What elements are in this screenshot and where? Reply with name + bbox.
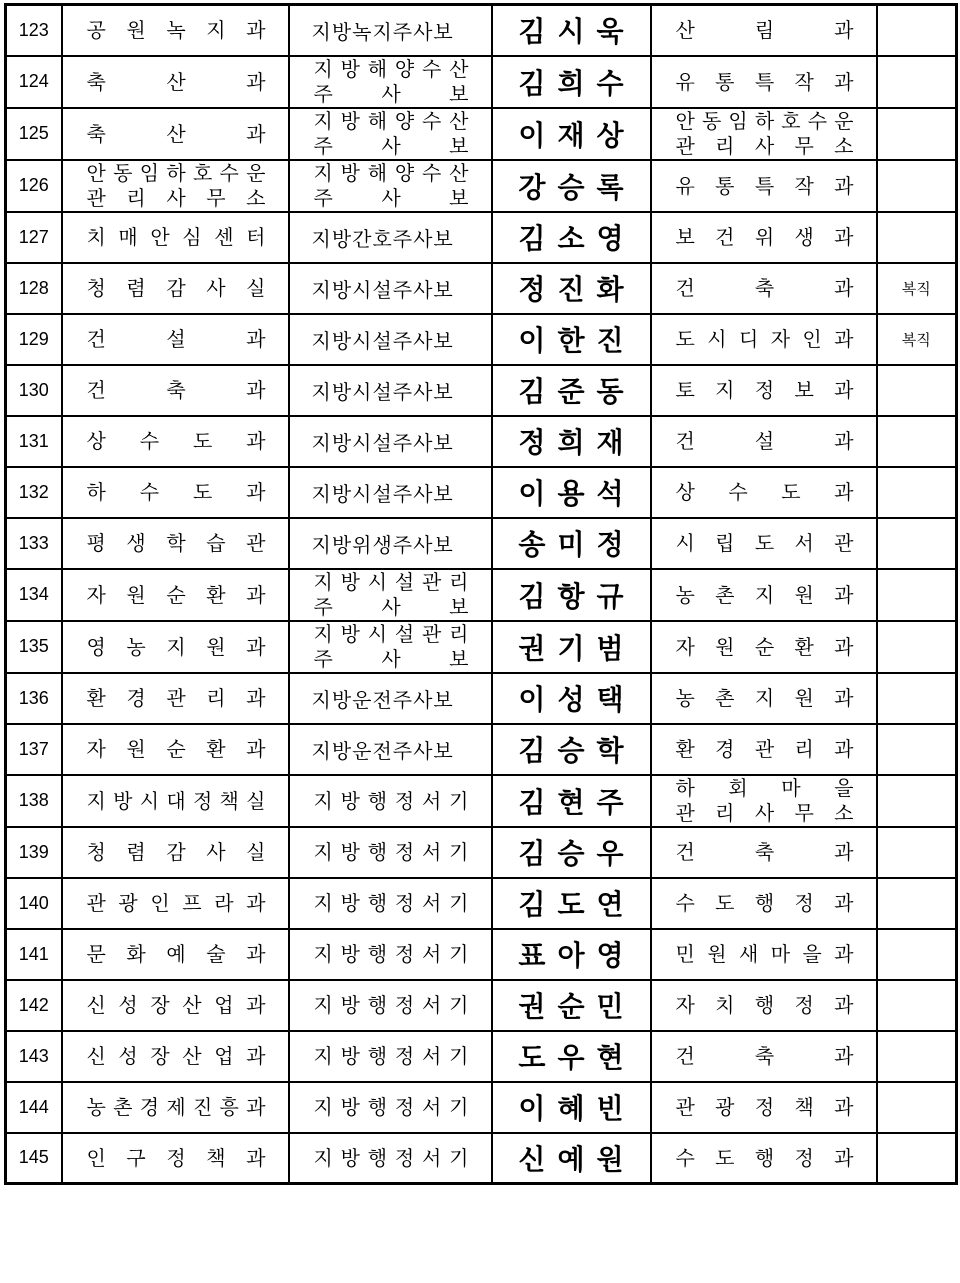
new-department-line: 안 동 임 하 호 수 운 (675, 108, 854, 133)
row-number-cell: 135 (6, 621, 62, 673)
employee-name: 김희수 (518, 66, 636, 100)
previous-department-cell (62, 827, 289, 878)
note-cell (877, 160, 957, 212)
rank-text: 지 방 행 정 서 기 (313, 1044, 469, 1068)
table-row (6, 569, 957, 621)
new-department-cell (651, 673, 877, 724)
table-row (6, 518, 957, 569)
employee-name-cell (492, 569, 651, 621)
previous-department-cell (62, 108, 289, 160)
new-department-text: 건 축 과 (675, 1044, 854, 1068)
previous-department-text: 건 축 과 (86, 378, 266, 402)
rank-line: 지 방 시 설 관 리 (313, 569, 469, 594)
row-number-cell: 126 (6, 160, 62, 212)
note-cell (877, 673, 957, 724)
previous-department-cell (62, 314, 289, 365)
rank-text: 지 방 행 정 서 기 (313, 840, 469, 864)
note-cell (877, 775, 957, 827)
rank-text: 지방시설주사보 (311, 277, 454, 302)
previous-department-cell (62, 518, 289, 569)
employee-name: 김소영 (518, 222, 636, 255)
previous-department-text: 농 촌 경 제 진 흥 과 (86, 1095, 266, 1119)
rank-text: 지 방 행 정 서 기 (313, 1095, 469, 1119)
rank-cell (289, 827, 492, 878)
new-department-text: 산 림 과 (675, 18, 854, 43)
previous-department-cell (62, 929, 289, 980)
previous-department-text: 지 방 시 대 정 책 실 (86, 788, 266, 813)
new-department-text: 자 치 행 정 과 (675, 993, 854, 1017)
rank-text: 지방시설주사보 (311, 430, 454, 455)
rank-cell (289, 569, 492, 621)
new-department-text: 토 지 정 보 과 (675, 378, 854, 402)
employee-name-cell (492, 827, 651, 878)
rank-cell (289, 980, 492, 1031)
rank-line: 주 사 보 (313, 594, 469, 619)
rank-line: 지 방 해 양 수 산 (313, 108, 469, 133)
new-department-cell (651, 108, 877, 160)
rank-cell (289, 467, 492, 518)
note-cell (877, 929, 957, 980)
new-department-text: 유 통 특 작 과 (675, 69, 854, 94)
new-department-cell (651, 980, 877, 1031)
previous-department-cell (62, 212, 289, 263)
note-cell (877, 467, 957, 518)
rank-cell (289, 1133, 492, 1184)
previous-department-text: 상 수 도 과 (86, 429, 266, 453)
employee-name: 이성택 (518, 683, 636, 716)
new-department-cell (651, 724, 877, 775)
rank-cell (289, 518, 492, 569)
employee-name: 권순민 (518, 990, 636, 1023)
previous-department-text: 신 성 장 산 업 과 (86, 1044, 266, 1068)
row-number-cell: 128 (6, 263, 62, 314)
employee-name-cell (492, 673, 651, 724)
rank-text: 지방간호주사보 (311, 226, 454, 251)
personnel-table-body (6, 5, 957, 1184)
employee-name-cell (492, 212, 651, 263)
rank-cell (289, 5, 492, 56)
employee-name: 김승우 (518, 837, 636, 870)
employee-name-cell (492, 56, 651, 108)
previous-department-text: 청 렴 감 사 실 (86, 840, 266, 864)
table-row (6, 160, 957, 212)
row-number-cell: 145 (6, 1133, 62, 1184)
previous-department-cell (62, 5, 289, 56)
rank-text: 지방운전주사보 (311, 738, 454, 763)
new-department-cell (651, 56, 877, 108)
rank-line: 지 방 해 양 수 산 (313, 160, 469, 185)
new-department-cell (651, 365, 877, 416)
rank-text: 지방시설주사보 (311, 379, 454, 404)
new-department-text: 농 촌 지 원 과 (675, 686, 854, 710)
rank-text: 지방녹지주사보 (311, 19, 454, 44)
rank-text: 지방운전주사보 (311, 687, 454, 712)
new-department-text: 자 원 순 환 과 (675, 634, 854, 659)
employee-name: 이한진 (518, 324, 636, 357)
row-number-cell: 123 (6, 5, 62, 56)
employee-name-cell (492, 929, 651, 980)
rank-text: 지 방 행 정 서 기 (313, 1145, 469, 1170)
new-department-cell (651, 212, 877, 263)
previous-department-cell (62, 980, 289, 1031)
rank-cell (289, 160, 492, 212)
employee-name: 이용석 (518, 477, 636, 510)
new-department-cell (651, 827, 877, 878)
previous-department-text: 축 산 과 (86, 69, 266, 94)
rank-cell (289, 263, 492, 314)
note-cell (877, 980, 957, 1031)
note-cell (877, 1133, 957, 1184)
new-department-cell (651, 416, 877, 467)
rank-cell (289, 1031, 492, 1082)
row-number-cell: 139 (6, 827, 62, 878)
new-department-cell (651, 314, 877, 365)
rank-cell (289, 878, 492, 929)
new-department-text: 건 축 과 (675, 840, 854, 864)
employee-name-cell (492, 1031, 651, 1082)
table-row (6, 5, 957, 56)
row-number-cell: 143 (6, 1031, 62, 1082)
new-department-cell (651, 1031, 877, 1082)
row-number-cell: 125 (6, 108, 62, 160)
row-number-cell: 138 (6, 775, 62, 827)
note-cell (877, 518, 957, 569)
rank-cell (289, 108, 492, 160)
new-department-text: 도 시 디 자 인 과 (675, 327, 854, 351)
new-department-text: 건 설 과 (675, 429, 854, 453)
previous-department-text: 인 구 정 책 과 (86, 1145, 266, 1170)
note-cell (877, 827, 957, 878)
previous-department-text: 공 원 녹 지 과 (86, 18, 266, 43)
previous-department-cell (62, 878, 289, 929)
employee-name-cell (492, 878, 651, 929)
rank-text: 지방위생주사보 (311, 532, 454, 557)
rank-text: 지 방 행 정 서 기 (313, 891, 469, 915)
row-number-cell: 129 (6, 314, 62, 365)
table-row (6, 878, 957, 929)
employee-name: 정진화 (518, 273, 636, 306)
new-department-text: 환 경 관 리 과 (675, 737, 854, 761)
rank-cell (289, 621, 492, 673)
new-department-line: 관 리 사 무 소 (675, 800, 854, 825)
rank-line: 주 사 보 (313, 646, 469, 671)
rank-line: 주 사 보 (313, 185, 469, 210)
employee-name: 김항규 (518, 579, 636, 613)
new-department-cell (651, 263, 877, 314)
rank-cell (289, 673, 492, 724)
note-cell (877, 724, 957, 775)
new-department-text: 보 건 위 생 과 (675, 225, 854, 249)
note-cell (877, 416, 957, 467)
employee-name-cell (492, 467, 651, 518)
employee-name: 김승학 (518, 734, 636, 767)
table-row (6, 1133, 957, 1184)
new-department-text: 민 원 새 마 을 과 (675, 942, 854, 966)
previous-department-cell (62, 263, 289, 314)
row-number-cell: 127 (6, 212, 62, 263)
new-department-text: 수 도 행 정 과 (675, 891, 854, 915)
employee-name-cell (492, 5, 651, 56)
table-row (6, 621, 957, 673)
employee-name-cell (492, 416, 651, 467)
employee-name: 표아영 (518, 939, 636, 972)
rank-cell (289, 314, 492, 365)
employee-name: 김도연 (518, 888, 636, 921)
previous-department-line: 안 동 임 하 호 수 운 (86, 160, 266, 185)
note-cell: 복직 (877, 263, 957, 314)
previous-department-text: 관 광 인 프 라 과 (86, 891, 266, 915)
previous-department-text: 자 원 순 환 과 (86, 582, 266, 607)
employee-name-cell (492, 775, 651, 827)
row-number-cell: 136 (6, 673, 62, 724)
previous-department-text: 신 성 장 산 업 과 (86, 993, 266, 1017)
row-number-cell: 137 (6, 724, 62, 775)
employee-name-cell (492, 108, 651, 160)
previous-department-text: 청 렴 감 사 실 (86, 276, 266, 300)
rank-text: 지 방 행 정 서 기 (313, 993, 469, 1017)
rank-cell (289, 1082, 492, 1133)
rank-line: 주 사 보 (313, 81, 469, 106)
rank-cell (289, 775, 492, 827)
rank-text: 지 방 행 정 서 기 (313, 942, 469, 966)
employee-name-cell (492, 724, 651, 775)
row-number-cell: 140 (6, 878, 62, 929)
employee-name-cell (492, 314, 651, 365)
rank-text: 지방시설주사보 (311, 328, 454, 353)
note-cell (877, 56, 957, 108)
previous-department-cell (62, 724, 289, 775)
rank-text: 지 방 행 정 서 기 (313, 788, 469, 813)
previous-department-cell (62, 569, 289, 621)
employee-name: 정희재 (518, 426, 636, 459)
note-cell (877, 569, 957, 621)
note-cell (877, 212, 957, 263)
table-row (6, 416, 957, 467)
previous-department-cell (62, 775, 289, 827)
new-department-text: 시 립 도 서 관 (675, 531, 854, 555)
employee-name-cell (492, 1133, 651, 1184)
previous-department-cell (62, 1082, 289, 1133)
previous-department-cell (62, 56, 289, 108)
table-row (6, 929, 957, 980)
note-cell (877, 1082, 957, 1133)
previous-department-cell (62, 673, 289, 724)
rank-cell (289, 212, 492, 263)
row-number-cell: 131 (6, 416, 62, 467)
employee-name: 권기범 (518, 631, 636, 665)
employee-name: 도우현 (518, 1041, 636, 1074)
row-number-cell: 133 (6, 518, 62, 569)
previous-department-cell (62, 467, 289, 518)
new-department-text: 건 축 과 (675, 276, 854, 300)
row-number-cell: 144 (6, 1082, 62, 1133)
new-department-cell (651, 569, 877, 621)
row-number-cell: 142 (6, 980, 62, 1031)
previous-department-text: 치 매 안 심 센 터 (86, 225, 266, 249)
new-department-cell (651, 160, 877, 212)
new-department-cell (651, 1082, 877, 1133)
row-number-cell: 141 (6, 929, 62, 980)
new-department-cell (651, 518, 877, 569)
previous-department-line: 관 리 사 무 소 (86, 185, 266, 210)
previous-department-text: 자 원 순 환 과 (86, 737, 266, 761)
note-cell (877, 621, 957, 673)
rank-cell (289, 416, 492, 467)
rank-line: 주 사 보 (313, 133, 469, 158)
new-department-text: 상 수 도 과 (675, 480, 854, 504)
new-department-cell (651, 5, 877, 56)
note-cell: 복직 (877, 314, 957, 365)
previous-department-cell (62, 621, 289, 673)
rank-cell (289, 56, 492, 108)
employee-name: 김현주 (518, 785, 636, 819)
employee-name: 송미정 (518, 528, 636, 561)
new-department-cell (651, 775, 877, 827)
note-cell (877, 878, 957, 929)
previous-department-text: 환 경 관 리 과 (86, 686, 266, 710)
row-number-cell: 124 (6, 56, 62, 108)
new-department-text: 수 도 행 정 과 (675, 1145, 854, 1170)
table-row (6, 724, 957, 775)
employee-name-cell (492, 160, 651, 212)
table-row (6, 212, 957, 263)
rank-text: 지방시설주사보 (311, 481, 454, 506)
note-cell (877, 108, 957, 160)
rank-cell (289, 724, 492, 775)
previous-department-cell (62, 1133, 289, 1184)
table-row (6, 1082, 957, 1133)
employee-name-cell (492, 365, 651, 416)
table-row (6, 980, 957, 1031)
table-row (6, 775, 957, 827)
new-department-cell (651, 621, 877, 673)
previous-department-text: 평 생 학 습 관 (86, 531, 266, 555)
previous-department-text: 영 농 지 원 과 (86, 634, 266, 659)
note-cell (877, 1031, 957, 1082)
previous-department-cell (62, 416, 289, 467)
row-number-cell: 130 (6, 365, 62, 416)
employee-name: 이재상 (518, 118, 636, 152)
new-department-line: 관 리 사 무 소 (675, 133, 854, 158)
table-row (6, 1031, 957, 1082)
new-department-cell (651, 1133, 877, 1184)
note-cell (877, 365, 957, 416)
table-row (6, 314, 957, 365)
new-department-cell (651, 467, 877, 518)
new-department-text: 관 광 정 책 과 (675, 1095, 854, 1119)
new-department-cell (651, 878, 877, 929)
previous-department-cell (62, 160, 289, 212)
new-department-text: 유 통 특 작 과 (675, 173, 854, 198)
table-row (6, 263, 957, 314)
previous-department-text: 건 설 과 (86, 327, 266, 351)
new-department-text: 농 촌 지 원 과 (675, 582, 854, 607)
previous-department-text: 축 산 과 (86, 121, 266, 146)
personnel-table (4, 3, 958, 1185)
employee-name-cell (492, 263, 651, 314)
previous-department-text: 하 수 도 과 (86, 480, 266, 504)
previous-department-text: 문 화 예 술 과 (86, 942, 266, 966)
employee-name-cell (492, 980, 651, 1031)
table-row (6, 365, 957, 416)
previous-department-cell (62, 1031, 289, 1082)
rank-line: 지 방 해 양 수 산 (313, 56, 469, 81)
rank-line: 지 방 시 설 관 리 (313, 621, 469, 646)
table-row (6, 827, 957, 878)
employee-name: 김시욱 (518, 15, 636, 49)
table-row (6, 56, 957, 108)
table-row (6, 673, 957, 724)
previous-department-cell (62, 365, 289, 416)
employee-name: 강승록 (518, 170, 636, 204)
row-number-cell: 132 (6, 467, 62, 518)
table-row (6, 467, 957, 518)
employee-name-cell (492, 518, 651, 569)
new-department-line: 하 회 마 을 (675, 775, 854, 800)
employee-name: 김준동 (518, 375, 636, 408)
table-row (6, 108, 957, 160)
row-number-cell: 134 (6, 569, 62, 621)
note-cell (877, 5, 957, 56)
employee-name-cell (492, 621, 651, 673)
new-department-cell (651, 929, 877, 980)
rank-cell (289, 929, 492, 980)
employee-name: 신예원 (518, 1142, 636, 1176)
employee-name-cell (492, 1082, 651, 1133)
rank-cell (289, 365, 492, 416)
employee-name: 이혜빈 (518, 1092, 636, 1125)
